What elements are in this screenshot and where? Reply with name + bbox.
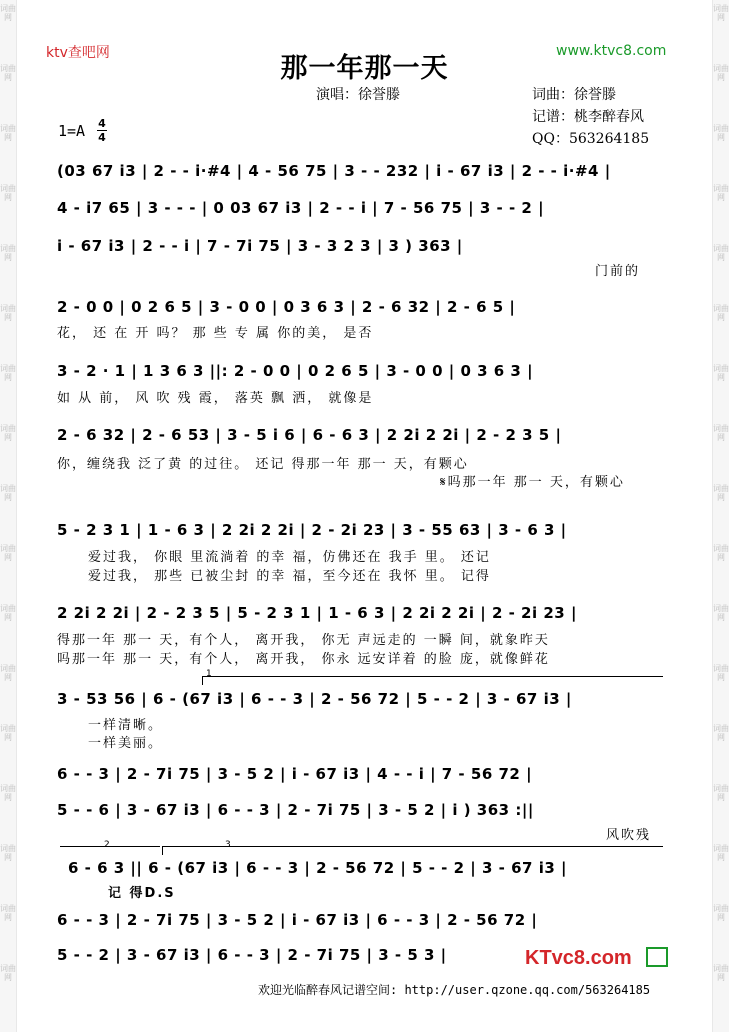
time-signature: 4 4 [98,117,106,144]
score-line-14: 5 - - 2 | 3 - 67 i3 | 6 - - 3 | 2 - 7i 75 | 3 - 5 3 | [57,946,447,964]
score-line-10: 6 - - 3 | 2 - 7i 75 | 3 - 5 2 | i - 67 i3 | 4 - - i | 7 - 56 72 | [57,765,533,783]
site-logo-right[interactable]: www.ktvc8.com [556,43,667,59]
lyric-line-6b: 𝄋吗那一年 那一 天，有颗心 [440,475,625,490]
volta-3-label: 3 [225,840,231,850]
lyric-line-4: 花， 还 在 开 吗？ 那 些 专 属 你的美， 是否 [57,326,374,341]
lyric-line-11: 风吹残 [606,828,652,843]
lyric-line-7a: 爱过我， 你眼 里流淌着 的幸 福，仿佛还在 我手 里。 还记 [88,550,491,565]
score-line-2: 4 - i7 65 | 3 - - - | 0 03 67 i3 | 2 - - i | 7 - 56 75 | 3 - - 2 | [57,199,545,217]
footer-credit: 欢迎光临醉春风记谱空间: http://user.qzone.qq.com/563264185 [258,983,651,997]
score-line-7: 5 - 2 3 1 | 1 - 6 3 | 2 2i 2 2i | 2 - 2i 23 | 3 - 55 63 | 3 - 6 3 | [57,521,567,539]
score-line-9: 3 - 53 56 | 6 - (67 i3 | 6 - - 3 | 2 - 56 72 | 5 - - 2 | 3 - 67 i3 | [57,690,572,708]
score-line-12: 6 - 6 3 || 6 - (67 i3 | 6 - - 3 | 2 - 56 72 | 5 - - 2 | 3 - 67 i3 | [68,859,567,877]
qq-number: QQ：563264185 [532,131,650,147]
key-signature: 1=A [58,122,86,140]
singer-credit: 演唱：徐誉滕 [316,87,400,103]
lyric-line-8b: 吗那一年 那一 天，有个人， 离开我， 你永 远安详着 的脸 庞，就像鲜花 [57,652,550,667]
volta-2-label: 2 [104,840,110,850]
ktvc8-logo-stamp [521,942,671,976]
site-logo-left[interactable]: ktv查吧网 [46,45,110,61]
score-line-1: (03 67 i3 | 2 - - i·#4 | 4 - 56 75 | 3 - - 232 | i - 67 i3 | 2 - - i·#4 | [57,162,611,180]
transcriber-credit: 记谱：桃李醉春风 [532,109,644,125]
lyric-line-6a: 你，缠绕我 泛了黄 的过往。 还记 得那一年 那一 天，有颗心 [57,457,469,472]
score-line-11: 5 - - 6 | 3 - 67 i3 | 6 - - 3 | 2 - 7i 75 | 3 - 5 2 | i ) 363 :|| [57,801,534,819]
lyric-line-8a: 得那一年 那一 天，有个人， 离开我， 你无 声远走的 一瞬 间，就象昨天 [57,633,550,648]
score-line-4: 2 - 0 0 | 0 2 6 5 | 3 - 0 0 | 0 3 6 3 | 2 - 6 32 | 2 - 6 5 | [57,298,516,316]
left-watermark-strip: 词曲网 词曲网 词曲网 词曲网 词曲网 词曲网 词曲网 词曲网 词曲网 词曲网 词曲网 词曲网 词曲网 词曲网 词曲网 词曲网 词曲网 [0,0,17,1032]
lyric-line-9a: 一样清晰。 [88,718,164,733]
score-line-5: 3 - 2 · 1 | 1 3 6 3 ||: 2 - 0 0 | 0 2 6 5 | 3 - 0 0 | 0 3 6 3 | [57,362,534,380]
volta-bracket-3 [162,846,663,855]
lyric-line-3: 门前的 [595,264,641,279]
composer-credit: 词曲：徐誉滕 [532,87,616,103]
score-line-3: i - 67 i3 | 2 - - i | 7 - 7i 75 | 3 - 3 2 3 | 3 ) 363 | [57,237,463,255]
volta-1-label: 1 [206,669,212,679]
score-line-6: 2 - 6 32 | 2 - 6 53 | 3 - 5 i 6 | 6 - 6 3 | 2 2i 2 2i | 2 - 2 3 5 | [57,426,562,444]
lyric-line-9b: 一样美丽。 [88,736,164,751]
svg-text:KTvc8.com: KTvc8.com [525,947,632,969]
score-line-8: 2 2i 2 2i | 2 - 2 3 5 | 5 - 2 3 1 | 1 - 6 3 | 2 2i 2 2i | 2 - 2i 23 | [57,604,577,622]
song-title: 那一年那一天 [280,53,449,84]
volta-bracket-1 [202,676,663,685]
right-watermark-strip: 词曲网 词曲网 词曲网 词曲网 词曲网 词曲网 词曲网 词曲网 词曲网 词曲网 词曲网 词曲网 词曲网 词曲网 词曲网 词曲网 词曲网 [712,0,729,1032]
lyric-line-7b: 爱过我， 那些 已被尘封 的幸 福，至今还在 我怀 里。 记得 [88,569,491,584]
volta-bracket-2 [60,846,160,855]
lyric-line-12: 记 得D.S [108,886,176,901]
lyric-line-5: 如 从 前， 风 吹 残 霞， 落英 飘 洒， 就像是 [57,391,374,406]
score-line-13: 6 - - 3 | 2 - 7i 75 | 3 - 5 2 | i - 67 i3 | 6 - - 3 | 2 - 56 72 | [57,911,538,929]
